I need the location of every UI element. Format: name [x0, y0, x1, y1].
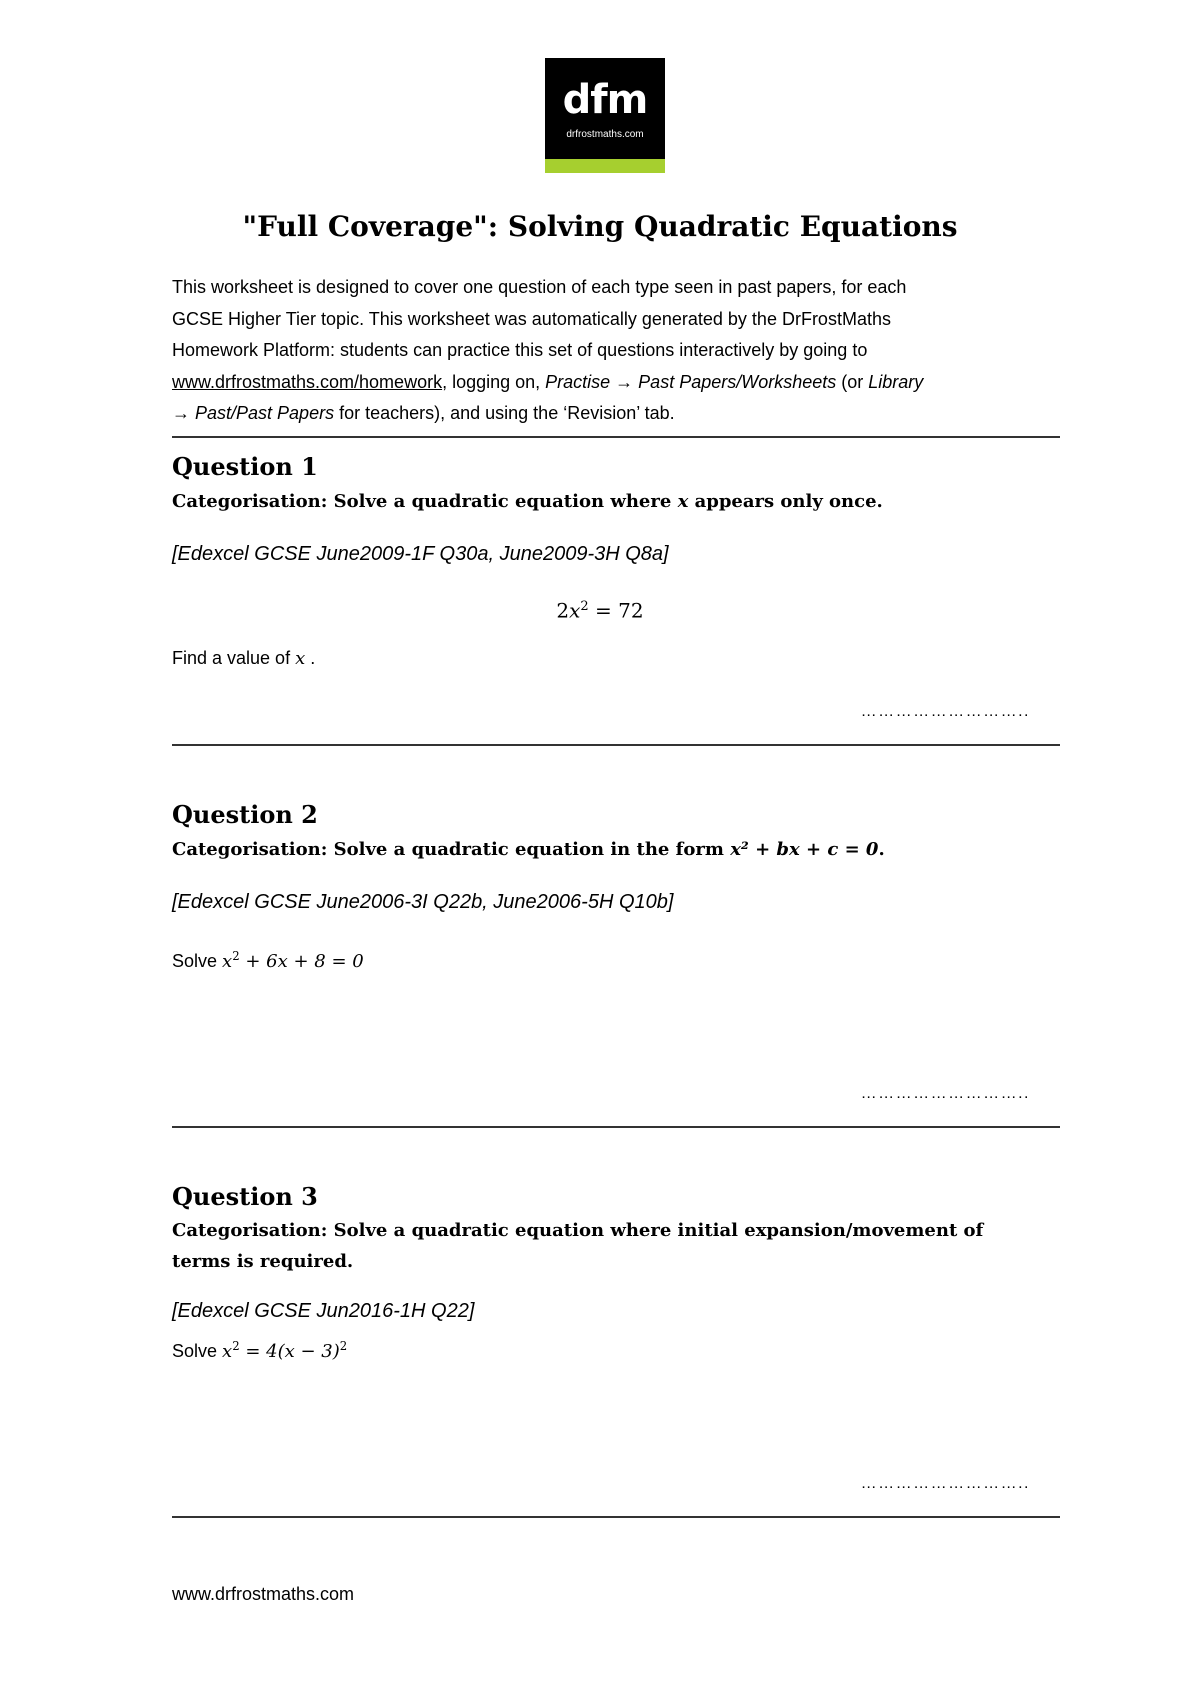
- eq-power: 2: [580, 599, 589, 614]
- question-3-answer-line[interactable]: ………………………..: [860, 1475, 1030, 1492]
- page-title: "Full Coverage": Solving Quadratic Equations: [242, 210, 958, 243]
- divider-top: [172, 436, 1060, 438]
- library-path: → Past/Past Papers: [172, 403, 335, 423]
- intro-line-2: GCSE Higher Tier topic. This worksheet was automatically generated by the DrFrostMaths: [172, 308, 891, 329]
- question-3-prompt: [172, 1334, 347, 1364]
- expr-variable: x: [222, 1341, 233, 1362]
- question-1-source: [Edexcel GCSE June2009-1F Q30a, June2009-3H Q8a]: [172, 543, 669, 565]
- cat-line-1: Categorisation: Solve a quadratic equation where initial expansion/movement of: [172, 1220, 984, 1241]
- intro-line-5: [172, 398, 1072, 430]
- question-2-answer-line[interactable]: ………………………..: [860, 1085, 1030, 1102]
- prompt-variable: x: [295, 648, 306, 669]
- cat-text-end: .: [878, 839, 885, 860]
- practise-path: Practise → Past Papers/Worksheets: [545, 371, 837, 392]
- prompt-text: Solve: [172, 951, 223, 971]
- question-2-prompt: [172, 944, 364, 974]
- expr-power-2: 2: [339, 1339, 348, 1353]
- intro-paragraph: [172, 272, 1072, 430]
- expr-power: 2: [232, 1339, 240, 1353]
- homework-link[interactable]: www.drfrostmaths.com/homework: [172, 371, 443, 392]
- expr-middle: = 4(x − 3): [239, 1341, 340, 1362]
- question-2-categorisation: [172, 834, 1062, 865]
- footer-url[interactable]: www.drfrostmaths.com: [172, 1584, 355, 1604]
- intro-or-text: (or: [836, 371, 869, 392]
- prompt-end: .: [305, 648, 316, 668]
- expr-variable: x: [222, 951, 233, 972]
- cat-text: Categorisation: Solve a quadratic equation where: [172, 491, 678, 512]
- eq-coefficient: 2: [556, 598, 570, 623]
- prompt-text: Solve: [172, 1341, 223, 1361]
- cat-line-2: terms is required.: [172, 1251, 354, 1272]
- divider-q3: [172, 1516, 1060, 1518]
- prompt-text: Find a value of: [172, 648, 296, 668]
- question-2-source: [Edexcel GCSE June2006-3I Q22b, June2006-5H Q10b]: [172, 891, 674, 913]
- cat-text: Categorisation: Solve a quadratic equation in the form: [172, 839, 731, 860]
- intro-line-4: [172, 367, 1072, 399]
- intro-end-text: for teachers), and using the ‘Revision’ tab.: [334, 403, 675, 423]
- intro-line-3: Homework Platform: students can practice this set of questions interactively by going to: [172, 340, 868, 360]
- question-2-heading: Question 2: [172, 800, 318, 829]
- expr-power: 2: [232, 949, 240, 963]
- cat-text-end: appears only once.: [688, 491, 883, 512]
- divider-q2: [172, 1126, 1060, 1128]
- question-1-answer-line[interactable]: ………………………..: [860, 703, 1030, 720]
- logo-main-text: dfm: [562, 77, 648, 123]
- library-label: Library: [868, 371, 924, 392]
- question-1-prompt: [172, 646, 315, 671]
- eq-variable: x: [569, 598, 581, 623]
- eq-rhs: = 72: [588, 598, 644, 623]
- question-1-heading: Question 1: [172, 452, 318, 481]
- divider-q1: [172, 744, 1060, 746]
- cat-math: x² + bx + c = 0: [730, 839, 879, 860]
- question-3-heading: Question 3: [172, 1182, 318, 1211]
- logo-sub-text: drfrostmaths.com: [566, 129, 644, 140]
- cat-variable: x: [677, 491, 689, 512]
- expr-rest: + 6x + 8 = 0: [239, 951, 364, 972]
- intro-after-link: , logging on,: [442, 371, 546, 392]
- logo-accent-bar: [545, 159, 665, 173]
- intro-line-1: This worksheet is designed to cover one question of each type seen in past papers, for each: [172, 277, 907, 297]
- dfm-logo: [545, 58, 665, 173]
- question-1-equation: [0, 594, 1200, 624]
- question-3-source: [Edexcel GCSE Jun2016-1H Q22]: [172, 1300, 475, 1322]
- question-3-categorisation: [172, 1215, 1062, 1277]
- question-1-categorisation: [172, 486, 1062, 517]
